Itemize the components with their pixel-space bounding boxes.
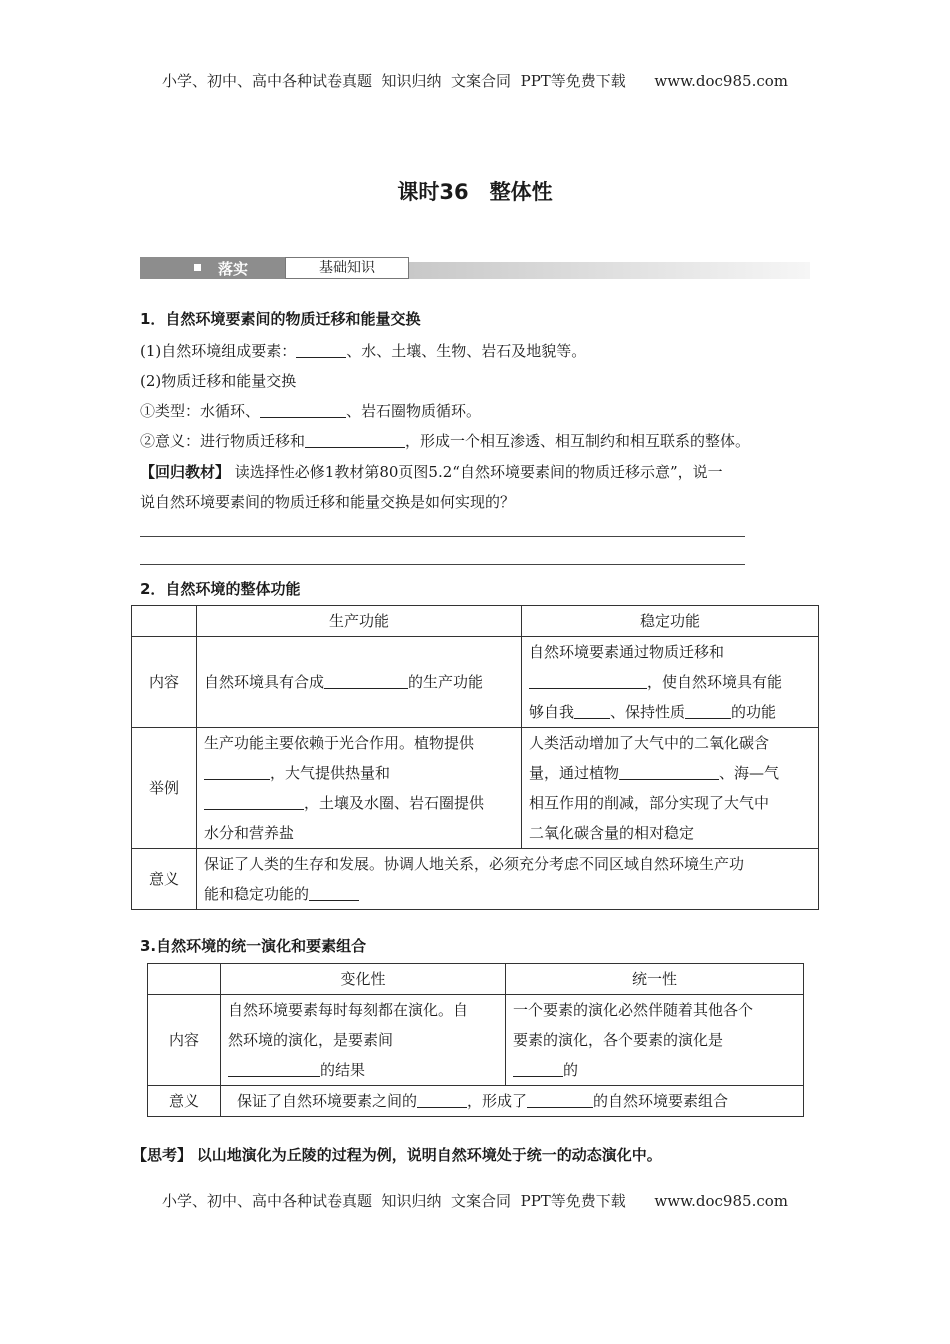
- blank: [513, 1061, 563, 1077]
- table-cell: [221, 1086, 804, 1117]
- cell-text: 能和稳定功能的: [204, 885, 310, 903]
- blank: [324, 673, 408, 689]
- table-row: [132, 637, 819, 728]
- cell-line: [228, 1055, 498, 1085]
- page-title: 课时36 整体性: [397, 180, 553, 204]
- blank: [204, 794, 304, 810]
- s1-line2: (2)物质迁移和能量交换: [140, 372, 297, 390]
- blank: [574, 703, 610, 719]
- cell-text: ，大气提供热量和: [270, 764, 391, 782]
- table-row: [148, 995, 804, 1086]
- cell-line: [529, 697, 811, 727]
- cell-text: 二氧化碳含量的相对稳定: [529, 824, 695, 842]
- banner-dark-block: [140, 257, 285, 279]
- function-table: [131, 605, 819, 910]
- table-header-row: [148, 964, 804, 995]
- cell-line: [204, 758, 514, 788]
- cell-text: 生产功能主要依赖于光合作用。植物提供: [204, 734, 475, 752]
- blank: [305, 432, 405, 448]
- answer-line: [140, 536, 745, 537]
- banner-box-label: 基础知识: [285, 257, 409, 279]
- table-corner: [148, 964, 221, 995]
- s1-line3-a: ①类型：水循环、: [140, 402, 261, 420]
- table-header-row: [132, 606, 819, 637]
- cell-line: [529, 667, 811, 697]
- section3-heading: 3.自然环境的统一演化和要素组合: [140, 937, 367, 955]
- evolution-table: [147, 963, 804, 1117]
- cell-text: 的自然环境要素组合: [593, 1092, 729, 1110]
- row-label: 举例: [132, 728, 197, 849]
- review-line1: [140, 461, 723, 482]
- page-header: 小学、初中、高中各种试卷真题 知识归纳 文案合同 PPT等免费下载 www.doc985.com: [161, 72, 788, 90]
- cell-line: [204, 788, 514, 818]
- cell-text: ，土壤及水圈、岩石圈提供: [304, 794, 485, 812]
- col-header: 变化性: [221, 964, 506, 995]
- col-header: 稳定功能: [522, 606, 819, 637]
- s1-line4-b: ，形成一个相互渗透、相互制约和相互联系的整体。: [405, 432, 751, 450]
- square-bullet-icon: [194, 264, 201, 271]
- table-cell: [197, 637, 522, 728]
- blank: [228, 1061, 320, 1077]
- cell-text: 要素的演化，各个要素的演化是: [513, 1031, 724, 1049]
- s1-line4-a: ②意义：进行物质迁移和: [140, 432, 306, 450]
- row-label: 内容: [132, 637, 197, 728]
- s1-line4: [140, 430, 750, 451]
- cell-text: 相互作用的削减，部分实现了大气中: [529, 794, 770, 812]
- review-tag: 【回归教材】: [140, 463, 231, 481]
- section-banner: [140, 257, 810, 279]
- think-line: [132, 1144, 662, 1165]
- blank: [529, 673, 647, 689]
- col-header: 生产功能: [197, 606, 522, 637]
- table-row: [132, 728, 819, 849]
- cell-text: 、保持性质: [610, 703, 686, 721]
- cell-text: 够自我: [529, 703, 575, 721]
- table-row: [148, 1086, 804, 1117]
- row-label: 意义: [148, 1086, 221, 1117]
- table-cell: [522, 637, 819, 728]
- blank: [417, 1092, 467, 1108]
- blank: [619, 764, 719, 780]
- s1-line3-b: 、岩石圈物质循环。: [346, 402, 482, 420]
- cell-line: [529, 758, 811, 788]
- table-cell: [197, 849, 819, 910]
- banner-dark-label: 落实: [218, 260, 249, 278]
- cell-text: 一个要素的演化必然伴随着其他各个: [513, 1001, 754, 1019]
- answer-line: [140, 564, 745, 565]
- cell-text: 的: [563, 1061, 579, 1079]
- cell-text: ，使自然环境具有能: [647, 673, 783, 691]
- cell-text: 水分和营养盐: [204, 824, 295, 842]
- blank: [204, 764, 270, 780]
- cell-text: 的功能: [731, 703, 777, 721]
- table-row: [132, 849, 819, 910]
- cell-text: 然环境的演化，是要素间: [228, 1031, 394, 1049]
- cell-text: 自然环境具有合成: [204, 673, 325, 691]
- cell-text: 的结果: [320, 1061, 366, 1079]
- cell-text: 自然环境要素每时每刻都在演化。自: [228, 1001, 469, 1019]
- review-text1: 读选择性必修1教材第80页图5.2“自然环境要素间的物质迁移示意”，说一: [234, 463, 723, 481]
- cell-text: 自然环境要素通过物质迁移和: [529, 643, 725, 661]
- table-cell: [197, 728, 522, 849]
- blank: [685, 703, 731, 719]
- table-corner: [132, 606, 197, 637]
- think-text: 以山地演化为丘陵的过程为例，说明自然环境处于统一的动态演化中。: [196, 1146, 662, 1164]
- cell-text: ，形成了: [467, 1092, 528, 1110]
- think-tag: 【思考】: [132, 1146, 193, 1164]
- table-cell: [522, 728, 819, 849]
- blank: [527, 1092, 593, 1108]
- cell-text: 的生产功能: [408, 673, 484, 691]
- section1-heading: 1．自然环境要素间的物质迁移和能量交换: [140, 310, 421, 328]
- cell-text: 保证了人类的生存和发展。协调人地关系，必须充分考虑不同区域自然环境生产功: [204, 855, 745, 873]
- cell-line: [513, 1055, 796, 1085]
- section2-heading: 2．自然环境的整体功能: [140, 580, 301, 598]
- page-footer: 小学、初中、高中各种试卷真题 知识归纳 文案合同 PPT等免费下载 www.doc985.com: [161, 1192, 788, 1210]
- banner-gradient: [409, 262, 810, 279]
- cell-text: 、海—气: [719, 764, 780, 782]
- table-cell: [506, 995, 804, 1086]
- row-label: 内容: [148, 995, 221, 1086]
- row-label: 意义: [132, 849, 197, 910]
- blank: [260, 402, 346, 418]
- cell-line: [204, 879, 811, 909]
- cell-text: 量，通过植物: [529, 764, 620, 782]
- cell-text: 保证了自然环境要素之间的: [237, 1092, 418, 1110]
- s1-line3: [140, 400, 481, 421]
- col-header: 统一性: [506, 964, 804, 995]
- blank: [309, 885, 359, 901]
- cell-text: 人类活动增加了大气中的二氧化碳含: [529, 734, 770, 752]
- blank: [296, 342, 346, 358]
- table-cell: [221, 995, 506, 1086]
- s1-line1-b: 、水、土壤、生物、岩石及地貌等。: [346, 342, 587, 360]
- review-line2: 说自然环境要素间的物质迁移和能量交换是如何实现的？: [140, 493, 516, 511]
- s1-line1: [140, 340, 586, 361]
- s1-line1-a: (1)自然环境组成要素：: [140, 342, 297, 360]
